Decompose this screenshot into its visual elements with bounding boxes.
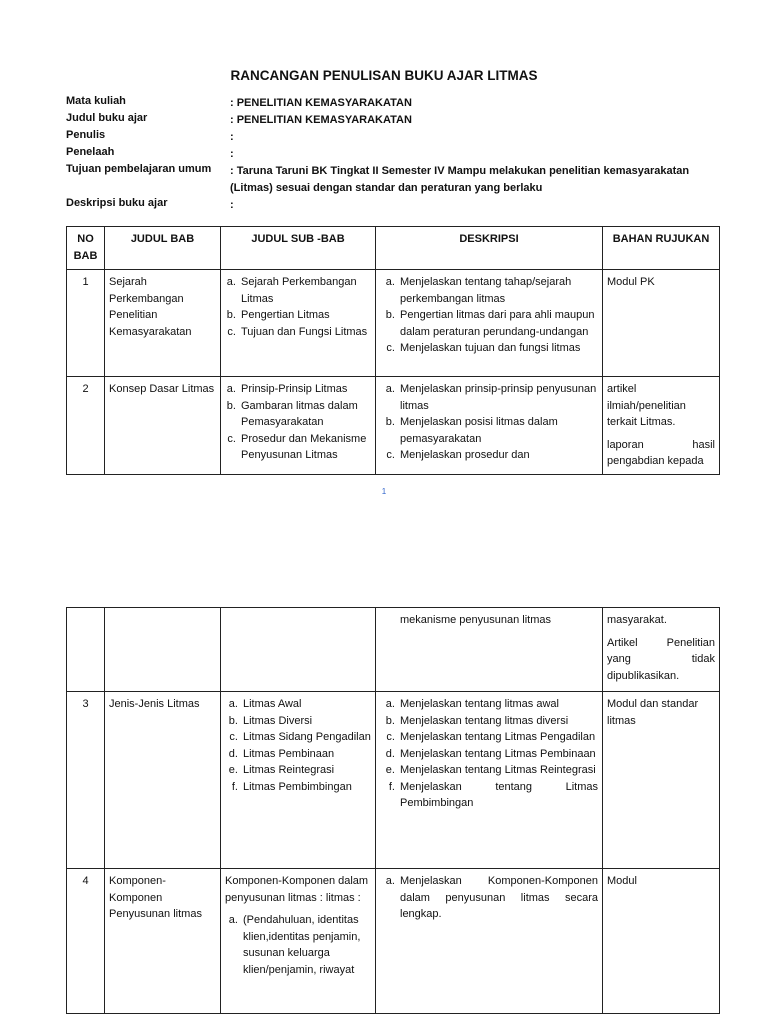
table-row bbox=[67, 377, 720, 475]
cell-deskripsi: mekanisme penyusunan litmas bbox=[376, 608, 603, 692]
list-item: a. (Pendahuluan, identitas klien,identitas penjamin, susunan keluarga klien/penjamin, riwayat bbox=[241, 912, 371, 978]
header-judul-sub-bab: JUDUL SUB -BAB bbox=[221, 227, 376, 270]
cell-rujukan bbox=[603, 608, 720, 692]
list-item: e. Litmas Reintegrasi bbox=[241, 762, 371, 779]
list-item: b. Litmas Diversi bbox=[241, 713, 371, 730]
list-item: a. Menjelaskan tentang litmas awal bbox=[398, 696, 598, 713]
reference-text: laporan hasil pengabdian kepada bbox=[607, 438, 715, 467]
reference-text: Artikel Penelitian yang tidak dipublikasikan. bbox=[607, 636, 715, 682]
cell-no: 3 bbox=[67, 692, 105, 869]
cell-bab: Sejarah Perkembangan Penelitian Kemasyarakatan bbox=[105, 270, 221, 377]
cell-no bbox=[67, 608, 105, 692]
meta-value: : Taruna Taruni BK Tingkat II Semester IV Mampu melakukan penelitian kemasyarakatan (Litmas) sesuai dengan standar dan peraturan yang berlaku bbox=[230, 165, 690, 194]
meta-label: Deskripsi buku ajar bbox=[66, 197, 168, 209]
sub-bab-intro: Komponen-Komponen dalam penyusunan litmas : litmas : bbox=[225, 875, 369, 904]
list-item: f. Litmas Pembimbingan bbox=[241, 779, 371, 796]
list-item: c. Menjelaskan tujuan dan fungsi litmas bbox=[398, 340, 598, 357]
list-item: a. Litmas Awal bbox=[241, 696, 371, 713]
header-bahan-rujukan: BAHAN RUJUKAN bbox=[603, 227, 720, 270]
list-item: b. Pengertian litmas dari para ahli maupun dalam peraturan perundang-undangan bbox=[398, 307, 598, 340]
header-deskripsi: DESKRIPSI bbox=[376, 227, 603, 270]
document-title: RANCANGAN PENULISAN BUKU AJAR LITMAS bbox=[230, 68, 538, 83]
list-item: b. Menjelaskan tentang litmas diversi bbox=[398, 713, 598, 730]
header-no-bab: NO BAB bbox=[67, 227, 105, 270]
list-item: a. Sejarah Perkembangan Litmas bbox=[239, 274, 371, 307]
table-row bbox=[67, 608, 720, 692]
reference-text: masyarakat. bbox=[607, 614, 667, 626]
meta-label: Judul buku ajar bbox=[66, 112, 148, 124]
list-item: d. Litmas Pembinaan bbox=[241, 746, 371, 763]
meta-value: : PENELITIAN KEMASYARAKATAN bbox=[230, 114, 412, 126]
table-row bbox=[67, 869, 720, 1014]
cell-sub-bab bbox=[221, 270, 376, 377]
cell-bab: Jenis-Jenis Litmas bbox=[105, 692, 221, 869]
cell-rujukan: Modul dan standar litmas bbox=[603, 692, 720, 869]
cell-rujukan bbox=[603, 377, 720, 475]
list-item: c. Prosedur dan Mekanisme Penyusunan Litmas bbox=[239, 431, 371, 464]
cell-deskripsi bbox=[376, 377, 603, 475]
cell-no: 2 bbox=[67, 377, 105, 475]
list-item: e. Menjelaskan tentang Litmas Reintegrasi bbox=[398, 762, 598, 779]
meta-label: Penulis bbox=[66, 129, 106, 141]
meta-value: : PENELITIAN KEMASYARAKATAN bbox=[230, 97, 412, 109]
plan-table-page2 bbox=[66, 607, 720, 1014]
meta-value: : bbox=[230, 148, 234, 160]
list-item: b. Gambaran litmas dalam Pemasyarakatan bbox=[239, 398, 371, 431]
table-row bbox=[67, 692, 720, 869]
meta-label: Tujuan pembelajaran umum bbox=[66, 163, 212, 175]
cell-sub-bab bbox=[221, 377, 376, 475]
cell-sub-bab bbox=[221, 692, 376, 869]
list-item: c. Menjelaskan prosedur dan bbox=[398, 447, 598, 464]
cell-bab: Komponen-Komponen Penyusunan litmas bbox=[105, 869, 221, 1014]
cell-deskripsi bbox=[376, 869, 603, 1014]
cell-deskripsi bbox=[376, 692, 603, 869]
cell-sub-bab bbox=[221, 869, 376, 1014]
list-item: a. Menjelaskan tentang tahap/sejarah perkembangan litmas bbox=[398, 274, 598, 307]
cell-no: 4 bbox=[67, 869, 105, 1014]
meta-value: : bbox=[230, 131, 234, 143]
cell-sub-bab bbox=[221, 608, 376, 692]
list-item: a. Menjelaskan Komponen-Komponen dalam penyusunan litmas secara lengkap. bbox=[398, 873, 598, 923]
table-row bbox=[67, 270, 720, 377]
list-item: a. Menjelaskan prinsip-prinsip penyusunan litmas bbox=[398, 381, 598, 414]
list-item: b. Pengertian Litmas bbox=[239, 307, 371, 324]
list-item: c. Tujuan dan Fungsi Litmas bbox=[239, 324, 371, 341]
meta-label: Penelaah bbox=[66, 146, 115, 158]
list-item: c. Litmas Sidang Pengadilan bbox=[241, 729, 371, 746]
cell-deskripsi bbox=[376, 270, 603, 377]
plan-table-page1 bbox=[66, 226, 720, 475]
reference-text: artikel ilmiah/penelitian terkait Litmas. bbox=[607, 383, 686, 428]
list-item: a. Prinsip-Prinsip Litmas bbox=[239, 381, 371, 398]
meta-value: : bbox=[230, 199, 234, 211]
cell-rujukan: Modul PK bbox=[603, 270, 720, 377]
cell-no: 1 bbox=[67, 270, 105, 377]
list-item: f. Menjelaskan tentang Litmas Pembimbingan bbox=[398, 779, 598, 812]
list-item: d. Menjelaskan tentang Litmas Pembinaan bbox=[398, 746, 598, 763]
meta-label: Mata kuliah bbox=[66, 95, 126, 107]
list-item: b. Menjelaskan posisi litmas dalam pemasyarakatan bbox=[398, 414, 598, 447]
cell-rujukan: Modul bbox=[603, 869, 720, 1014]
page-number: 1 bbox=[381, 487, 387, 496]
header-judul-bab: JUDUL BAB bbox=[105, 227, 221, 270]
list-item: c. Menjelaskan tentang Litmas Pengadilan bbox=[398, 729, 598, 746]
table-header-row bbox=[67, 227, 720, 270]
cell-bab bbox=[105, 608, 221, 692]
cell-bab: Konsep Dasar Litmas bbox=[105, 377, 221, 475]
